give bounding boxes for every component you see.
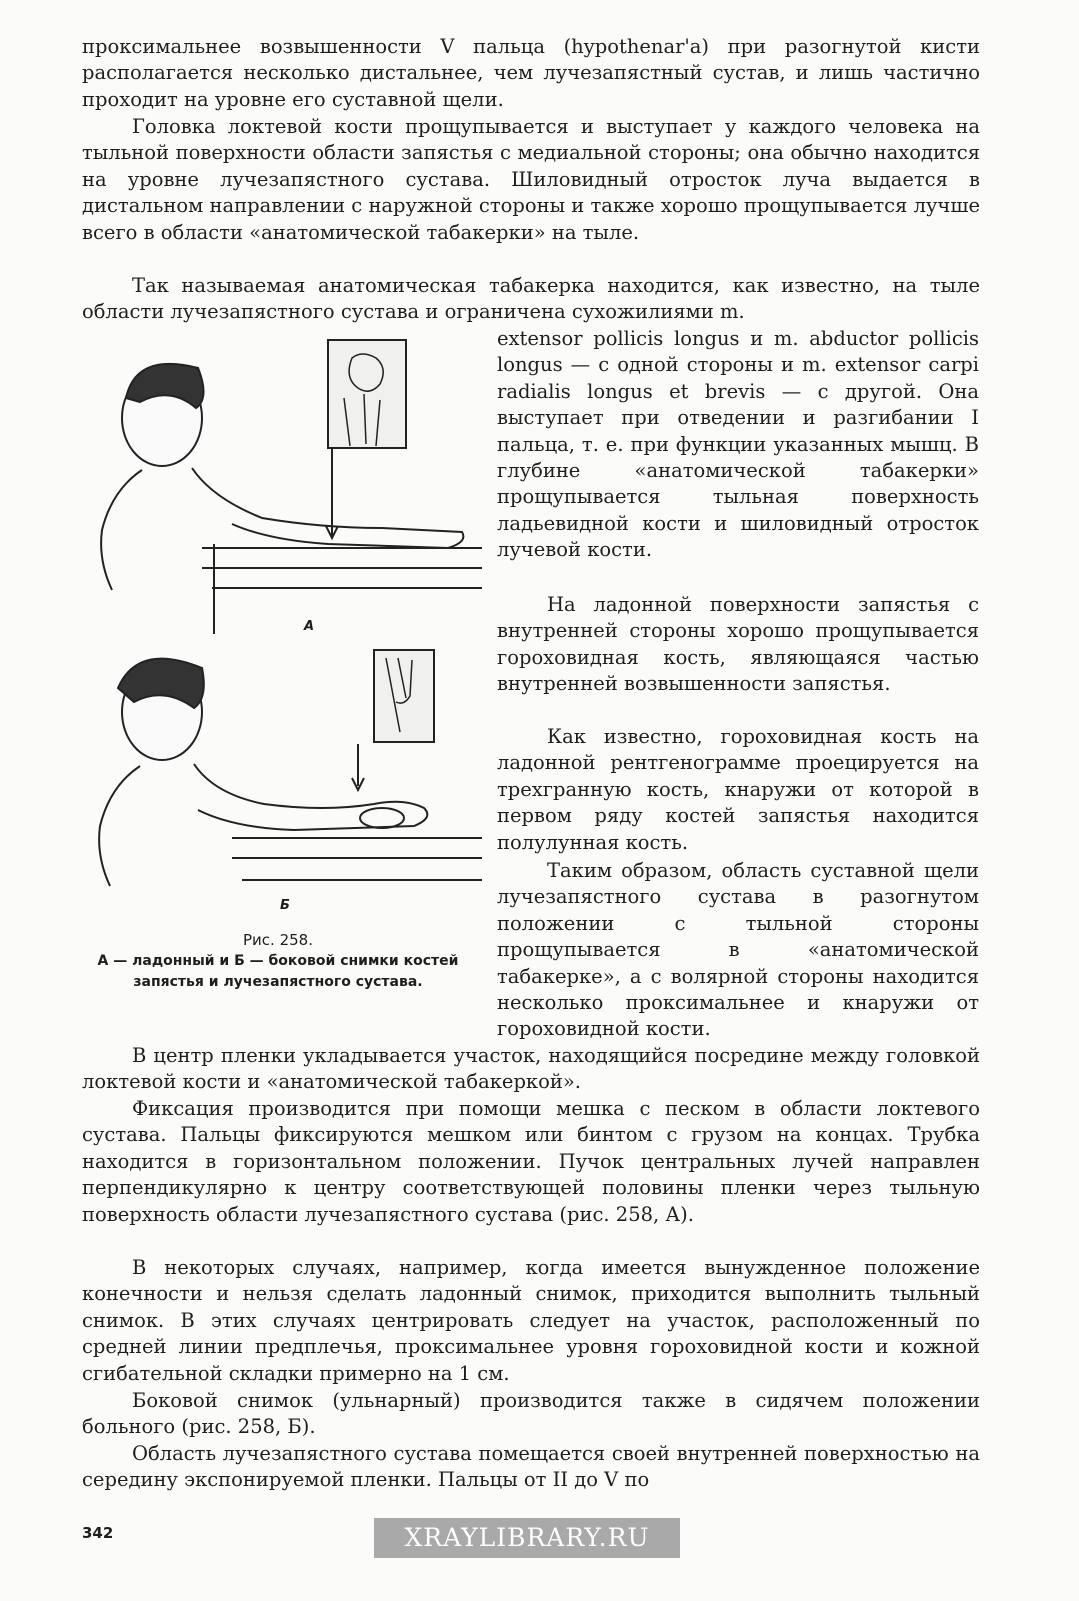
figure-b: [82, 648, 482, 916]
figure-a: [82, 338, 482, 638]
figure-b-label: Б: [280, 898, 290, 913]
watermark-banner: XRAYLIBRARY.RU: [374, 1518, 680, 1558]
paragraph-3-intro: Так называемая анатомическая табакерка находится, как известно, на тыле области лучезапястного сустава и ограничена сухожилиями m.: [82, 274, 980, 324]
figure-b-illustration: [82, 648, 482, 900]
paragraph-7: В центр пленки укладывается участок, находящийся посредине между головкой локтевой кости и «анатомической табакеркой».: [82, 1044, 980, 1094]
paragraph-5: Как известно, гороховидная кость на ладонной рентгенограмме проецируется на трехгранную кость, кнаружи от которой в первом ряду костей запястья находится полулунная кость.: [497, 725, 979, 854]
figure-caption-body: А — ладонный и Б — боковой снимки костей запястья и лучезапястного сустава.: [97, 953, 459, 990]
paragraph-11: Область лучезапястного сустава помещается своей внутренней поверхностью на середину экспонируемой пленки. Пальцы от II до V по: [82, 1442, 980, 1492]
paragraph-4: На ладонной поверхности запястья с внутренней стороны хорошо прощупывается гороховидная кость, являющаяся частью внутренней возвышенности запястья.: [497, 593, 979, 696]
page-number: 342: [82, 1524, 114, 1542]
figure-a-illustration: [82, 338, 482, 638]
paragraph-6: Таким образом, область суставной щели лучезапястного сустава в разогнутом положении с тыльной стороны прощупывается в «анатомической табакерке», а с волярной стороны находится несколько проксимальнее и кнаружи от гороховидной кости.: [497, 859, 979, 1041]
figure-caption-title: Рис. 258.: [243, 931, 313, 949]
paragraph-2: Головка локтевой кости прощупывается и выступает у каждого человека на тыльной поверхности области запястья с медиальной стороны; она обычно находится на уровне лучезапястного сустава. Шиловидный отросток луча выдается в дистальном направлении с наружной стороны и также хорошо прощупывается лучше всего в области «анатомической табакерки» на тыле.: [82, 115, 980, 244]
paragraph-9: В некоторых случаях, например, когда имеется вынужденное положение конечности и нельзя сделать ладонный снимок, приходится выполнить тыльный снимок. В этих случаях центрировать следует на участок, расположенный по средней линии предплечья, проксимальнее уровня гороховидной кости и кожной сгибательной складки примерно на 1 см.: [82, 1256, 980, 1385]
figure-a-label: А: [304, 619, 315, 634]
figure-caption: [78, 930, 478, 993]
paragraph-3-column: extensor pollicis longus и m. abductor pollicis longus — с одной стороны и m. extensor carpi radialis longus et brevis — с другой. Она выступает при отведении и разгибании I пальца, т. е. при функции указанных мышц. В глубине «анатомической табакерки» прощупывается тыльная поверхность ладьевидной кости и шиловидный отросток лучевой кости.: [497, 327, 979, 562]
xray-image-a-frame: [328, 340, 406, 448]
xray-image-b-frame: [374, 650, 434, 742]
paragraph-10: Боковой снимок (ульнарный) производится также в сидячем положении больного (рис. 258, Б).: [82, 1389, 980, 1439]
paragraph-1: проксимальнее возвышенности V пальца (hypothenar'а) при разогнутой кисти располагается несколько дистальнее, чем лучезапястный сустав, и лишь частично проходит на уровне его суставной щели.: [82, 35, 980, 111]
paragraph-8: Фиксация производится при помощи мешка с песком в области локтевого сустава. Пальцы фиксируются мешком или бинтом с грузом на концах. Трубка находится в горизонтальном положении. Пучок центральных лучей направлен перпендикулярно к центру соответствующей половины пленки через тыльную поверхность области лучезапястного сустава (рис. 258, А).: [82, 1097, 980, 1226]
